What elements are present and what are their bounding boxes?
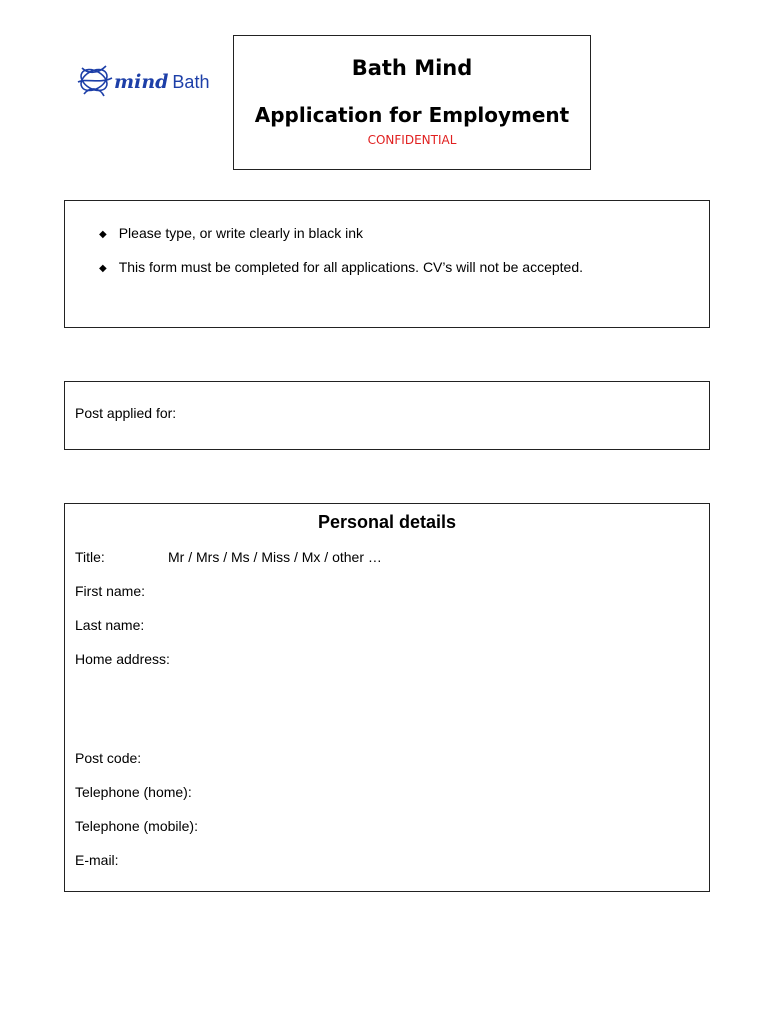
instruction-text: Please type, or write clearly in black ink (118, 225, 364, 241)
diamond-bullet-icon: ◆ (99, 229, 107, 240)
section-heading: Personal details (317, 512, 457, 532)
form-title: Application for Employment (254, 103, 570, 127)
post-code-field[interactable]: Post code: (75, 750, 142, 766)
logo-text (114, 71, 209, 93)
confidential-label: CONFIDENTIAL (367, 133, 457, 147)
instruction-item (99, 259, 583, 275)
last-name-field[interactable]: Last name: (75, 617, 145, 633)
logo (74, 58, 224, 106)
title-field-label: Title: (75, 549, 105, 565)
instructions-box (64, 200, 710, 328)
logo-bath-text: Bath (172, 72, 210, 92)
organisation-name: Bath Mind (351, 56, 473, 80)
telephone-mobile-field[interactable]: Telephone (mobile): (75, 818, 198, 834)
post-applied-label: Post applied for: (75, 405, 177, 421)
title-options[interactable]: Mr / Mrs / Ms / Miss / Mx / other … (168, 549, 382, 565)
email-field[interactable]: E-mail: (75, 852, 119, 868)
title-box (233, 35, 591, 170)
logo-mind-text: mind (114, 71, 169, 93)
home-address-field[interactable]: Home address: (75, 651, 170, 667)
first-name-field[interactable]: First name: (75, 583, 146, 599)
diamond-bullet-icon: ◆ (99, 263, 107, 274)
mind-logo-icon (74, 58, 118, 102)
personal-details-section (64, 503, 710, 892)
instruction-item (99, 225, 363, 241)
instruction-text: This form must be completed for all applications. CV’s will not be accepted. (118, 259, 583, 275)
post-applied-box[interactable] (64, 381, 710, 450)
telephone-home-field[interactable]: Telephone (home): (75, 784, 192, 800)
